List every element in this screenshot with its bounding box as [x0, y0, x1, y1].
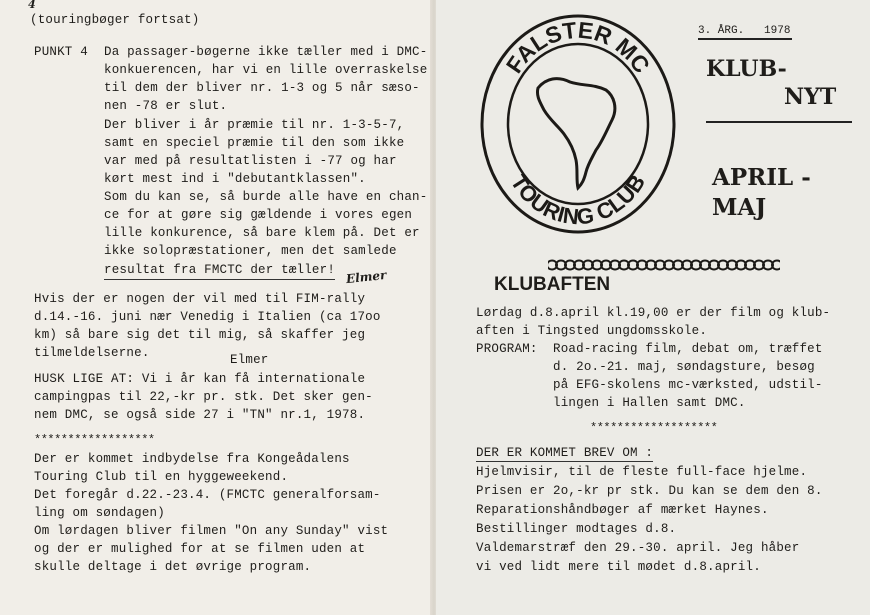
star-divider: *******************	[590, 421, 718, 435]
text-line: nen -78 er slut.	[104, 99, 228, 113]
text-line: vi ved lidt mere til mødet d.8.april.	[476, 560, 761, 574]
text-line: samt en speciel præmie til den som ikke	[104, 136, 405, 150]
continued-heading: (touringbøger fortsat)	[30, 13, 200, 27]
text-line: skulle deltage i det øvrige program.	[34, 560, 312, 574]
text-line: Der er kommet indbydelse fra Kongeådalens	[34, 452, 350, 466]
month-april: APRIL -	[712, 164, 811, 191]
brev-heading: DER ER KOMMET BREV OM :	[476, 446, 654, 460]
logo-bottom-text: TOURING CLUB	[505, 170, 651, 230]
right-page	[436, 0, 870, 615]
text-line: Der bliver i år præmie til nr. 1-3-5-7,	[104, 118, 405, 132]
text-line: Det foregår d.22.-23.4. (FMCTC generalforsam-	[34, 488, 381, 502]
text-line: kørt mest ind i "debutantklassen".	[104, 172, 366, 186]
text-line: ling om søndagen)	[34, 506, 165, 520]
logo-outer-ring	[482, 16, 674, 232]
text-line: HUSK LIGE AT: Vi i år kan få internationale	[34, 372, 366, 386]
title-nyt: NYT	[784, 84, 837, 110]
text-line: d.14.-16. juni nær Venedig i Italien (ca 17oo	[34, 310, 381, 324]
text-line: tilmeldelserne.	[34, 346, 150, 360]
logo-top-text: FALSTER MC	[500, 16, 656, 78]
text-line: campingpas til 22,-kr pr. stk. Det sker gen-	[34, 390, 373, 404]
title-klub: KLUB-	[706, 56, 787, 82]
text-line: nem DMC, se også side 27 i "TN" nr.1, 1978.	[34, 408, 366, 422]
text-line: lingen i Hallen samt DMC.	[476, 396, 746, 410]
text-line: Hjelmvisir, til de fleste full-face hjelme.	[476, 465, 808, 479]
title-rule	[706, 121, 852, 123]
text-line-underlined: resultat fra FMCTC der tæller!	[104, 262, 335, 280]
text-line: ce for at gøre sig gældende i vores egen	[104, 208, 413, 222]
text-line: Da passager-bøgerne ikke tæller med i DMC-	[104, 45, 428, 59]
text-line: og der er mulighed for at se filmen uden at	[34, 542, 366, 556]
issue-rule	[698, 38, 792, 40]
text-line: til dem der bliver nr. 1-3 og 5 når sæso-	[104, 81, 420, 95]
text-line: aften i Tingsted ungdomsskole.	[476, 324, 708, 338]
text-line: Lørdag d.8.april kl.19,00 er der film og klub-	[476, 306, 831, 320]
text-line: Reparationshåndbøger af mærket Haynes.	[476, 503, 769, 517]
club-logo	[478, 4, 678, 236]
left-page	[0, 0, 432, 615]
text-line: på EFG-skolens mc-værksted, udstil-	[476, 378, 823, 392]
month-maj: MAJ	[712, 194, 767, 221]
text-line: ikke solopræstationer, men det samlede	[104, 244, 397, 258]
map-outline-icon	[537, 79, 614, 188]
star-divider: ******************	[34, 433, 155, 447]
corner-mark: 4	[28, 0, 36, 11]
text-line: var med på resultatlisten i -77 og har	[104, 154, 397, 168]
text-line: Bestillinger modtages d.8.	[476, 522, 677, 536]
punkt-label: PUNKT 4	[34, 45, 88, 59]
issue-info: 3. ÅRG. 1978	[698, 25, 791, 37]
text-line: Touring Club til en hyggeweekend.	[34, 470, 289, 484]
text-line: Valdemarstræf den 29.-30. april. Jeg håber	[476, 541, 800, 555]
text-line: Prisen er 2o,-kr pr stk. Du kan se dem den 8.	[476, 484, 823, 498]
handwritten-signature: Elmer	[345, 267, 387, 287]
chain-divider-icon	[548, 258, 780, 272]
klubaften-heading: KLUBAFTEN	[494, 274, 611, 295]
text-line: PROGRAM: Road-racing film, debat om, træffet	[476, 342, 823, 356]
text-line: Om lørdagen bliver filmen "On any Sunday" vist	[34, 524, 389, 538]
text-line: Hvis der er nogen der vil med til FIM-rally	[34, 292, 366, 306]
text-line: lille konkurence, så bare klem på. Det er	[104, 226, 420, 240]
text-line: konkuerencen, har vi en lille overraskelse	[104, 63, 428, 77]
text-line: d. 2o.-21. maj, søndagsture, besøg	[476, 360, 815, 374]
text-line: Som du kan se, så burde alle have en chan-	[104, 190, 428, 204]
text-line: km) så bare sig det til mig, så skaffer jeg	[34, 328, 366, 342]
typed-signature: Elmer	[230, 353, 269, 367]
